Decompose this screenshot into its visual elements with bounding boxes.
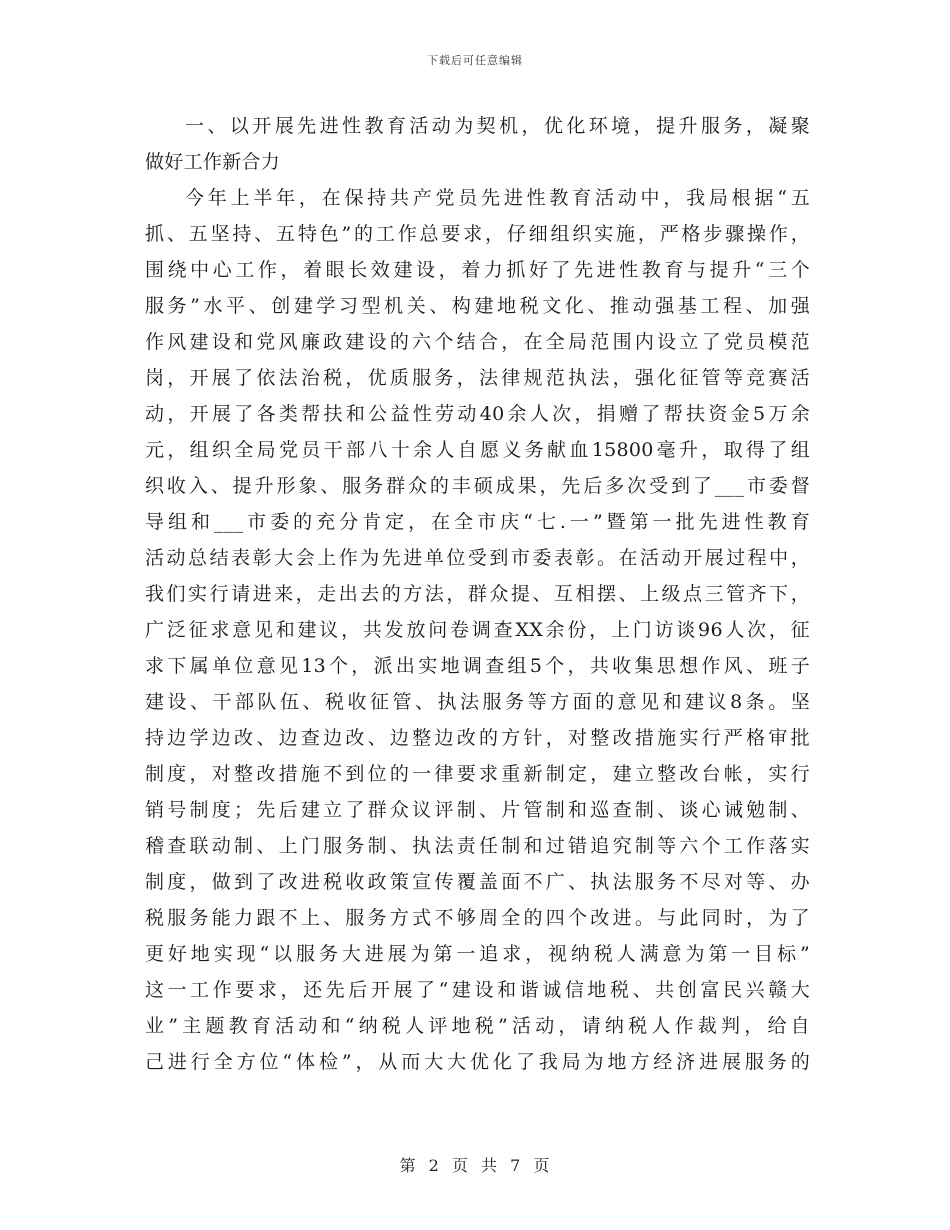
paragraph-line: 建设、干部队伍、税收征管、执法服务等方面的意见和建议8条。坚 [145, 691, 810, 713]
paragraph-line: 稽查联动制、上门服务制、执法责任制和过错追究制等六个工作落实 [145, 835, 810, 857]
paragraph-line: 今年上半年，在保持共产党员先进性教育活动中，我局根据“五 [185, 187, 810, 209]
section-heading-line: 做好工作新合力 [145, 151, 281, 173]
paragraph-line: 活动总结表彰大会上作为先进单位受到市委表彰。在活动开展过程中， [145, 547, 810, 569]
paragraph-line: 更好地实现“以服务大进展为第一追求，视纳税人满意为第一目标” [145, 943, 810, 965]
paragraph-line: 围绕中心工作，着眼长效建设，着力抓好了先进性教育与提升“三个 [145, 259, 810, 281]
paragraph-line: 岗，开展了依法治税，优质服务，法律规范执法，强化征管等竞赛活 [145, 367, 810, 389]
paragraph-line: 动，开展了各类帮扶和公益性劳动40余人次，捐赠了帮扶资金5万余 [145, 403, 810, 425]
paragraph-line: 这一工作要求，还先后开展了“建设和谐诚信地税、共创富民兴赣大 [145, 979, 810, 1001]
paragraph-line: 服务”水平、创建学习型机关、构建地税文化、推动强基工程、加强 [145, 295, 810, 317]
paragraph-line: 作风建设和党风廉政建设的六个结合，在全局范围内设立了党员模范 [145, 331, 810, 353]
paragraph-line: 己进行全方位“体检”，从而大大优化了我局为地方经济进展服务的 [145, 1051, 810, 1073]
paragraph-line: 导组和___市委的充分肯定，在全市庆“七.一”暨第一批先进性教育 [145, 511, 810, 533]
page-header-note: 下载后可任意编辑 [427, 54, 523, 67]
paragraph-line: 求下属单位意见13个，派出实地调查组5个，共收集思想作风、班子 [145, 655, 810, 677]
paragraph-line: 制度，对整改措施不到位的一律要求重新制定，建立整改台帐，实行 [145, 763, 810, 785]
section-heading-line: 一、以开展先进性教育活动为契机，优化环境，提升服务，凝聚 [185, 115, 810, 137]
page-number-footer: 第 2 页 共 7 页 [399, 1156, 551, 1175]
paragraph-line: 广泛征求意见和建议，共发放问卷调查XX余份，上门访谈96人次，征 [145, 619, 810, 641]
paragraph-line: 税服务能力跟不上、服务方式不够周全的四个改进。与此同时，为了 [145, 907, 810, 929]
paragraph-line: 销号制度；先后建立了群众议评制、片管制和巡查制、谈心诫勉制、 [145, 799, 810, 821]
paragraph-line: 制度，做到了改进税收政策宣传覆盖面不广、执法服务不尽对等、办 [145, 871, 810, 893]
paragraph-line: 业”主题教育活动和“纳税人评地税”活动，请纳税人作裁判，给自 [145, 1015, 810, 1037]
paragraph-line: 持边学边改、边查边改、边整边改的方针，对整改措施实行严格审批 [145, 727, 810, 749]
paragraph-line: 我们实行请进来，走出去的方法，群众提、互相摆、上级点三管齐下， [145, 583, 810, 605]
paragraph-line: 抓、五坚持、五特色”的工作总要求，仔细组织实施，严格步骤操作， [145, 223, 810, 245]
paragraph-line: 织收入、提升形象、服务群众的丰硕成果，先后多次受到了___市委督 [145, 475, 810, 497]
paragraph-line: 元，组织全局党员干部八十余人自愿义务献血15800毫升，取得了组 [145, 439, 810, 461]
document-body [145, 108, 810, 1080]
